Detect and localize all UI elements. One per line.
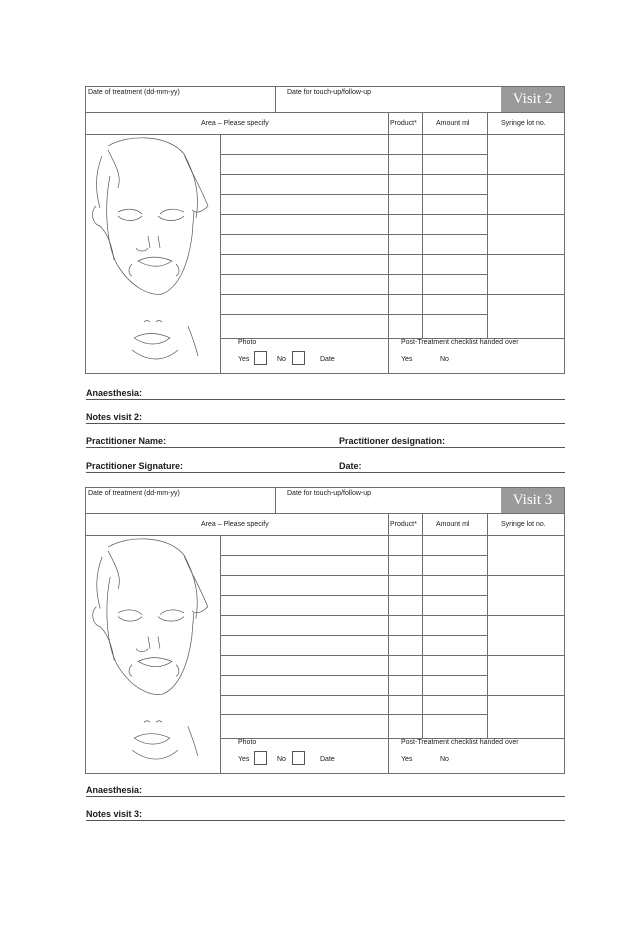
anaesthesia-label: Anaesthesia: (86, 388, 143, 398)
amount-header: Amount ml (436, 521, 470, 528)
area-header: Area – Please specify (201, 521, 269, 528)
face-diagram-icon (88, 537, 218, 772)
row-line (220, 695, 565, 696)
checklist-yes-label: Yes (401, 356, 413, 363)
checklist-no-label: No (440, 756, 449, 763)
row-line (220, 555, 487, 556)
row-line (220, 214, 565, 215)
syringe-header: Syringe lot no. (501, 120, 546, 127)
checklist-yes-label: Yes (401, 756, 413, 763)
notes-field[interactable] (86, 423, 565, 424)
checklist-no-label: No (440, 356, 449, 363)
row-line (220, 314, 487, 315)
date-divider (275, 487, 276, 513)
practitioner-name-label: Practitioner Name: (86, 436, 167, 446)
frame-left (85, 487, 86, 774)
photo-yes-label: Yes (238, 356, 250, 363)
photo-yes-checkbox[interactable] (254, 751, 267, 765)
photo-no-checkbox[interactable] (292, 351, 305, 365)
row-line (220, 635, 487, 636)
photo-label: Photo (238, 739, 257, 746)
row-line (220, 194, 487, 195)
photo-yes-label: Yes (238, 756, 250, 763)
frame-top (85, 86, 565, 87)
header-divider (85, 112, 565, 113)
syringe-column-divider (487, 513, 488, 738)
practitioner-designation-label: Practitioner designation: (339, 436, 446, 446)
photo-no-label: No (277, 756, 286, 763)
row-line (220, 595, 487, 596)
row-line (220, 615, 565, 616)
amount-column-divider (422, 513, 423, 738)
date-followup-label: Date for touch-up/follow-up (287, 89, 372, 96)
row-line (220, 254, 565, 255)
date-followup-label: Date for touch-up/follow-up (287, 490, 372, 497)
photo-no-label: No (277, 356, 286, 363)
amount-header: Amount ml (436, 120, 470, 127)
visit-badge: Visit 3 (501, 488, 564, 513)
product-header: Product* (390, 120, 417, 127)
checklist-label: Post-Treatment checklist handed over (401, 339, 519, 346)
row-line (220, 655, 565, 656)
frame-bottom (85, 773, 565, 774)
photo-yes-checkbox[interactable] (254, 351, 267, 365)
syringe-header: Syringe lot no. (501, 521, 546, 528)
face-diagram-icon (88, 136, 218, 372)
date-of-treatment-label: Date of treatment (dd-mm-yy) (88, 89, 180, 96)
visit-badge: Visit 2 (501, 87, 564, 112)
photo-label: Photo (238, 339, 257, 346)
product-header: Product* (390, 521, 417, 528)
row-line (220, 575, 565, 576)
row-line (220, 154, 487, 155)
anaesthesia-label: Anaesthesia: (86, 785, 143, 795)
frame-bottom (85, 373, 565, 374)
date-divider (275, 86, 276, 112)
row-line (220, 274, 487, 275)
row-line (220, 174, 565, 175)
photo-no-checkbox[interactable] (292, 751, 305, 765)
practitioner-signature-label: Practitioner Signature: (86, 461, 184, 471)
syringe-column-divider (487, 112, 488, 338)
notes-label: Notes visit 2: (86, 412, 143, 422)
checklist-label: Post-Treatment checklist handed over (401, 739, 519, 746)
row-line (220, 294, 565, 295)
frame-left (85, 86, 86, 374)
photo-date-label: Date (320, 756, 335, 763)
product-column-divider (388, 513, 389, 774)
anaesthesia-field[interactable] (86, 399, 565, 400)
notes-label: Notes visit 3: (86, 809, 143, 819)
date-field-label: Date: (339, 461, 362, 471)
anaesthesia-field[interactable] (86, 796, 565, 797)
practitioner-name-field[interactable] (86, 447, 565, 448)
column-header-divider (85, 134, 565, 135)
column-header-divider (85, 535, 565, 536)
notes-field[interactable] (86, 820, 565, 821)
frame-right (564, 487, 565, 774)
frame-right (564, 86, 565, 374)
header-divider (85, 513, 565, 514)
row-line (220, 234, 487, 235)
amount-column-divider (422, 112, 423, 338)
row-line (220, 675, 487, 676)
product-column-divider (388, 112, 389, 374)
photo-date-label: Date (320, 356, 335, 363)
date-of-treatment-label: Date of treatment (dd-mm-yy) (88, 490, 180, 497)
frame-top (85, 487, 565, 488)
area-header: Area – Please specify (201, 120, 269, 127)
signature-field[interactable] (86, 472, 565, 473)
row-line (220, 714, 487, 715)
